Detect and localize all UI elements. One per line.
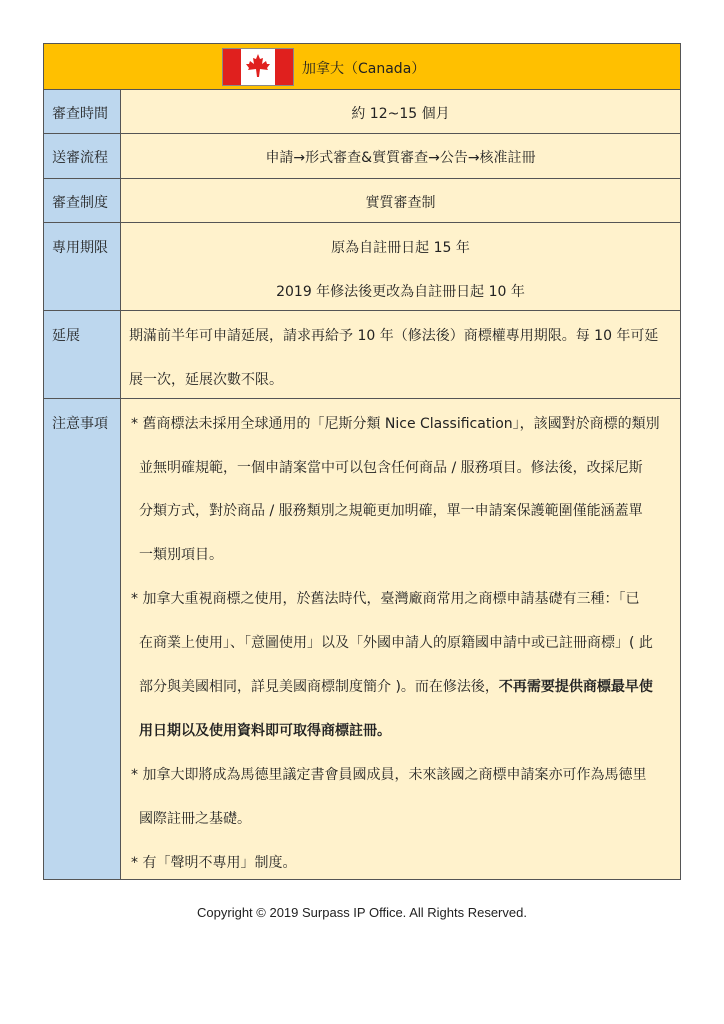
- row-label: 延展: [44, 311, 121, 398]
- note-line: * 加拿大重視商標之使用，於舊法時代，臺灣廠商常用之商標申請基礎有三種：「已: [131, 591, 640, 607]
- note-line: 並無明確規範，一個申請案當中可以包含任何商品 / 服務項目。修法後，改採尼斯: [139, 460, 643, 476]
- row-value: 申請→形式審查&實質審查→公告→核准註冊: [121, 134, 680, 178]
- copyright-footer: Copyright © 2019 Surpass IP Office. All Rights Reserved.: [197, 905, 527, 920]
- note-line: 國際註冊之基礎。: [139, 811, 251, 827]
- note-line: 用日期以及使用資料即可取得商標註冊。: [139, 723, 391, 739]
- note-line: * 加拿大即將成為馬德里議定書會員國成員，未來該國之商標申請案亦可作為馬德里: [131, 767, 647, 783]
- note-line: 一類別項目。: [139, 547, 223, 563]
- country-title: 加拿大（Canada）: [302, 61, 426, 77]
- row-value: 約 12~15 個月: [121, 90, 680, 133]
- row-label: 審查制度: [44, 179, 121, 222]
- row-label: 注意事項: [44, 399, 121, 879]
- note-line: 分類方式，對於商品 / 服務類別之規範更加明確，單一申請案保護範圍僅能涵蓋單: [139, 503, 643, 519]
- row-process: [44, 133, 680, 178]
- row-label: 審查時間: [44, 90, 121, 133]
- header-row: [44, 44, 680, 89]
- row-renewal: [44, 310, 680, 398]
- row-value: 原為自註冊日起 15 年 2019 年修法後更改為自註冊日起 10 年: [121, 223, 680, 310]
- row-value: 實質審查制: [121, 179, 680, 222]
- note-line: * 舊商標法未採用全球通用的「尼斯分類 Nice Classification」，該國對於商標的類別: [131, 416, 660, 432]
- row-label: 送審流程: [44, 134, 121, 178]
- row-exam-time: [44, 89, 680, 133]
- canada-flag-icon: [222, 48, 294, 86]
- row-notes: [44, 398, 680, 879]
- row-value: [121, 399, 680, 879]
- note-line: * 有「聲明不專用」制度。: [131, 855, 297, 871]
- row-label: 專用期限: [44, 223, 121, 310]
- row-exam-system: [44, 178, 680, 222]
- note-line: 部分與美國相同，詳見美國商標制度簡介 )。而在修法後，不再需要提供商標最早使: [139, 679, 653, 695]
- note-line: 在商業上使用」、「意圖使用」以及「外國申請人的原籍國申請中或已註冊商標」( 此: [139, 635, 653, 651]
- trademark-info-table: [43, 43, 681, 880]
- row-term: [44, 222, 680, 310]
- row-value: 期滿前半年可申請延展，請求再給予 10 年（修法後）商標權專用期限。每 10 年可延 展一次，延展次數不限。: [121, 311, 680, 398]
